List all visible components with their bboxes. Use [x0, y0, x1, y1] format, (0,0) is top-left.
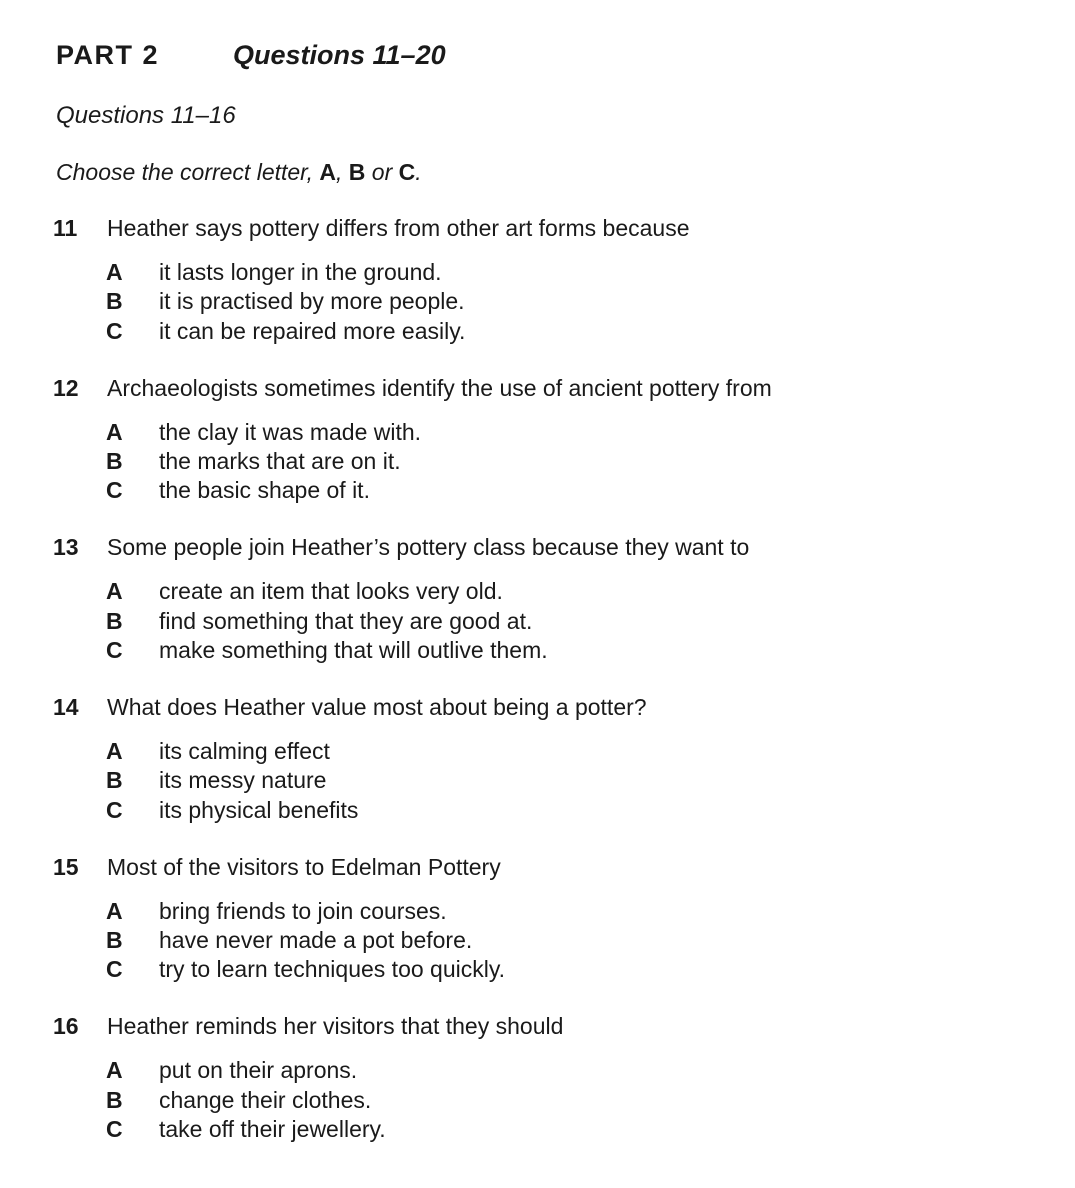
option-letter: A	[106, 897, 123, 924]
option-letter: C	[106, 317, 123, 344]
option-a[interactable]	[106, 1057, 1013, 1086]
option-c[interactable]	[106, 797, 1013, 826]
option-letter: C	[106, 636, 123, 663]
question-13	[53, 534, 1013, 694]
option-text: the basic shape of it.	[159, 477, 370, 504]
option-a[interactable]	[106, 738, 1013, 767]
question-stem	[53, 534, 1013, 578]
instruction-letter-b: B	[348, 159, 366, 185]
question-text: Archaeologists sometimes identify the use of ancient pottery from	[107, 374, 772, 401]
question-text: Most of the visitors to Edelman Pottery	[107, 853, 501, 880]
question-stem	[53, 694, 1013, 738]
option-c[interactable]	[106, 637, 1013, 666]
option-text: change their clothes.	[159, 1086, 372, 1113]
option-b[interactable]	[106, 288, 1013, 317]
option-list	[106, 578, 1013, 666]
instruction-separator: ,	[335, 159, 349, 185]
option-letter: B	[106, 447, 123, 474]
part-header	[56, 40, 446, 80]
option-c[interactable]	[106, 318, 1013, 347]
option-text: create an item that looks very old.	[159, 578, 503, 605]
question-number: 12	[53, 374, 79, 401]
option-c[interactable]	[106, 1116, 1013, 1145]
part-label: PART 2	[56, 40, 160, 70]
question-stem	[53, 215, 1013, 259]
question-number: 13	[53, 534, 79, 561]
option-a[interactable]	[106, 898, 1013, 927]
option-list	[106, 898, 1013, 986]
option-text: its messy nature	[159, 767, 327, 794]
instruction-letter-a: A	[319, 159, 336, 185]
instruction-letter-c: C	[398, 159, 416, 185]
question-text: Heather reminds her visitors that they should	[107, 1013, 564, 1040]
instruction-separator: or	[365, 159, 399, 185]
option-list	[106, 738, 1013, 826]
question-text: Heather says pottery differs from other art forms because	[107, 215, 690, 241]
option-letter: C	[106, 1116, 123, 1143]
option-letter: A	[106, 578, 123, 605]
option-a[interactable]	[106, 578, 1013, 607]
option-text: have never made a pot before.	[159, 927, 473, 954]
question-stem	[53, 1013, 1013, 1057]
question-12	[53, 375, 1013, 535]
option-text: the marks that are on it.	[159, 447, 401, 474]
option-text: it lasts longer in the ground.	[159, 259, 442, 285]
option-text: try to learn techniques too quickly.	[159, 956, 506, 983]
option-b[interactable]	[106, 608, 1013, 637]
option-letter: B	[106, 1086, 123, 1113]
option-letter: A	[106, 1057, 123, 1084]
option-a[interactable]	[106, 259, 1013, 288]
question-text: What does Heather value most about being a potter?	[107, 694, 647, 721]
option-a[interactable]	[106, 419, 1013, 448]
option-text: it is practised by more people.	[159, 288, 465, 315]
question-11	[53, 215, 1013, 375]
instruction	[56, 159, 422, 186]
option-b[interactable]	[106, 767, 1013, 796]
option-text: put on their aprons.	[159, 1057, 358, 1084]
option-b[interactable]	[106, 927, 1013, 956]
section-heading: Questions 11–16	[56, 102, 236, 129]
option-text: its calming effect	[159, 738, 330, 765]
option-letter: C	[106, 477, 123, 504]
question-number: 15	[53, 853, 79, 880]
option-text: it can be repaired more easily.	[159, 317, 466, 344]
question-stem	[53, 375, 1013, 419]
instruction-prefix: Choose the correct letter,	[56, 159, 320, 185]
option-c[interactable]	[106, 477, 1013, 506]
option-list	[106, 1057, 1013, 1145]
option-text: its physical benefits	[159, 796, 359, 823]
instruction-suffix: .	[415, 159, 422, 185]
option-letter: C	[106, 796, 123, 823]
question-text: Some people join Heather’s pottery class because they want to	[107, 534, 750, 561]
option-b[interactable]	[106, 448, 1013, 477]
option-b[interactable]	[106, 1087, 1013, 1116]
option-letter: A	[106, 738, 123, 765]
question-14	[53, 694, 1013, 854]
option-c[interactable]	[106, 956, 1013, 985]
question-16	[53, 1013, 1013, 1173]
option-letter: B	[106, 767, 123, 794]
question-number: 16	[53, 1013, 79, 1040]
option-text: make something that will outlive them.	[159, 636, 548, 663]
option-letter: A	[106, 418, 123, 445]
question-list	[53, 215, 1013, 1173]
option-letter: A	[106, 259, 123, 285]
questions-range: Questions 11–20	[233, 40, 446, 70]
option-text: bring friends to join courses.	[159, 897, 447, 924]
option-letter: B	[106, 927, 123, 954]
option-letter: B	[106, 288, 123, 315]
option-text: take off their jewellery.	[159, 1116, 386, 1143]
option-letter: B	[106, 607, 123, 634]
question-stem	[53, 854, 1013, 898]
question-number: 14	[53, 694, 79, 721]
option-letter: C	[106, 956, 123, 983]
option-text: find something that they are good at.	[159, 607, 533, 634]
option-list	[106, 259, 1013, 347]
option-list	[106, 419, 1013, 507]
question-number: 11	[53, 215, 78, 241]
option-text: the clay it was made with.	[159, 418, 422, 445]
question-15	[53, 854, 1013, 1014]
